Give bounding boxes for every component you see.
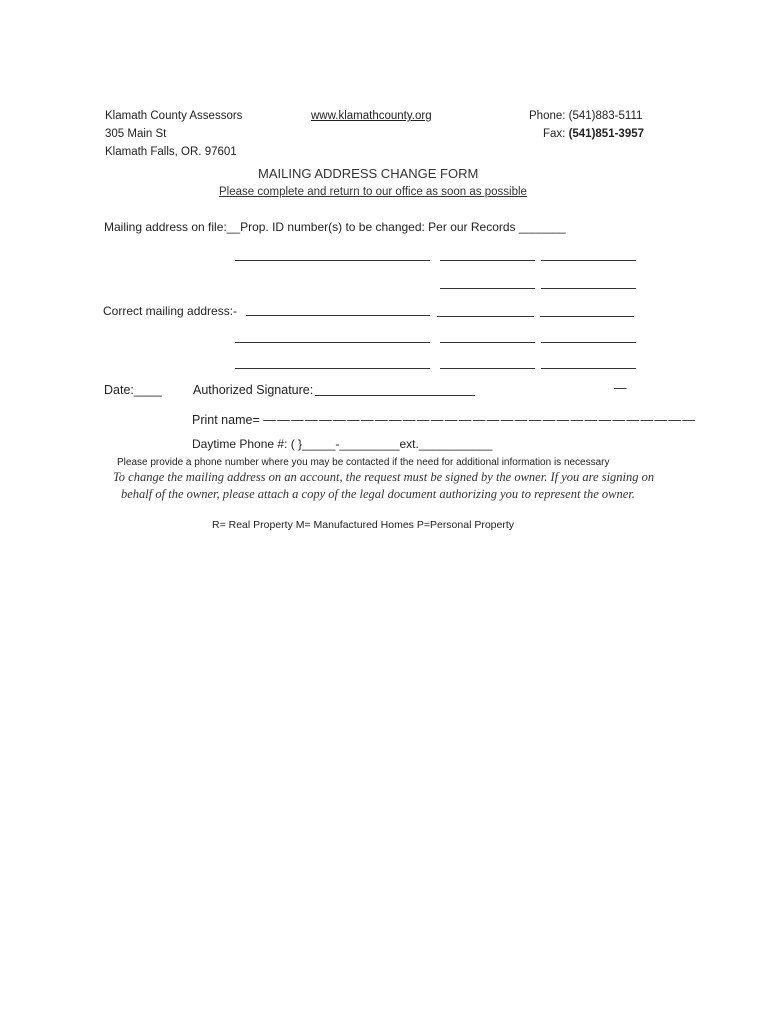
form-title: MAILING ADDRESS CHANGE FORM — [258, 166, 479, 181]
owner-note-line-1: To change the mailing address on an account, the request must be signed by the owner. If you are signing on — [113, 470, 655, 484]
prop-id-label: __Prop. ID number(s) to be changed: Per our Records — [226, 220, 516, 234]
new-prop-field-5[interactable] — [440, 368, 535, 369]
office-name: Klamath County Assessors — [105, 110, 243, 122]
date-field[interactable]: Date:____ — [104, 383, 162, 397]
mailing-on-file-row — [104, 220, 566, 234]
address-line-2: Klamath Falls, OR. 97601 — [105, 146, 237, 158]
mailing-on-file-label: Mailing address on file: — [104, 220, 227, 234]
prop-id-field-1[interactable] — [440, 260, 535, 261]
print-name-field[interactable]: — — — — — — — — — — — — — — — — — — — — — — — — — — — — — — — — [263, 413, 694, 427]
phone-number: Phone: (541)883-5111 — [529, 110, 643, 122]
prop-id-field-2[interactable] — [541, 260, 636, 261]
fax-number: (541)851-3957 — [568, 128, 645, 140]
new-prop-field-6[interactable] — [541, 368, 636, 369]
fax-label: Fax: — [543, 128, 569, 140]
print-name-row — [192, 413, 694, 427]
trailing-dash: — — [614, 381, 627, 395]
correct-address-label: Correct mailing address:- — [103, 304, 238, 318]
prop-id-blank[interactable]: _______ — [518, 220, 566, 234]
property-type-legend: R= Real Property M= Manufactured Homes P=Personal Property — [212, 519, 515, 531]
address-line-1: 305 Main St — [105, 128, 167, 140]
prop-id-field-3[interactable] — [440, 288, 535, 289]
new-prop-field-2[interactable] — [540, 316, 634, 317]
website-link[interactable]: www.klamathcounty.org — [311, 110, 432, 122]
new-prop-field-4[interactable] — [541, 342, 636, 343]
phone-note: Please provide a phone number where you may be contacted if the need for additional information is necessary — [117, 457, 610, 468]
new-prop-field-3[interactable] — [440, 342, 535, 343]
new-address-field-1[interactable] — [246, 315, 430, 316]
signature-field[interactable] — [315, 395, 475, 396]
new-prop-field-1[interactable] — [437, 316, 534, 317]
signature-label: Authorized Signature: — [193, 383, 314, 397]
new-address-field-3[interactable] — [235, 368, 430, 369]
form-subtitle: Please complete and return to our office as soon as possible — [219, 186, 527, 198]
old-address-field-1[interactable] — [235, 260, 430, 261]
fax-line — [543, 128, 644, 140]
prop-id-field-4[interactable] — [541, 288, 636, 289]
owner-note-line-2: behalf of the owner, please attach a copy of the legal document authorizing you to represent the owner. — [121, 487, 635, 501]
new-address-field-2[interactable] — [235, 342, 430, 343]
daytime-phone-field[interactable]: Daytime Phone #: ( }_____-_________ext.___________ — [192, 437, 493, 451]
print-name-label: Print name= — [192, 413, 260, 427]
